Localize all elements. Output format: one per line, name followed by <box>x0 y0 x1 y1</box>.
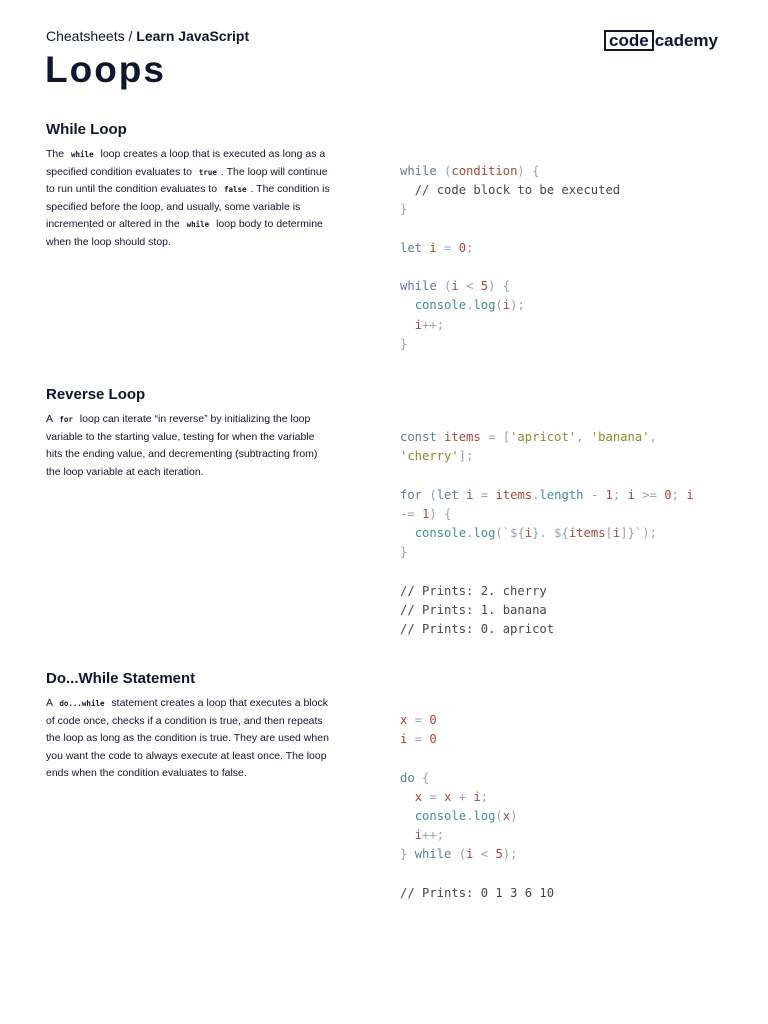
code-line: // Prints: 0. apricot <box>400 622 555 637</box>
section-description: The while loop creates a loop that is executed as long as a specified condition evaluates to true . The loop will continue to run until the condition evaluates to false . The condition is specified before the loop, and usually, some variable is incremented or altered in the while loop body to determine when the loop should stop. <box>46 148 330 248</box>
code-block <box>400 162 740 354</box>
code-line: i++; <box>414 317 445 332</box>
code-line: // Prints: 1. banana <box>400 602 547 617</box>
code-line: do { <box>400 770 430 785</box>
code-line: // Prints: 0 1 3 6 10 <box>400 885 555 900</box>
code-block <box>400 711 740 903</box>
code-line: x = x + i; <box>414 789 489 804</box>
section-description: A for loop can iterate “in reverse” by initializing the loop variable to the starting value, testing for when the variable hits the ending value, and decrementing (subtracting from) the loop variable at each iteration. <box>46 413 318 478</box>
code-line: // code block to be executed <box>414 183 621 198</box>
section-heading: While Loop <box>46 121 127 138</box>
section-heading: Reverse Loop <box>46 386 146 403</box>
code-line: let i = 0; <box>400 240 474 255</box>
inline-code: false <box>223 185 247 194</box>
code-line: } <box>400 202 408 217</box>
section-description: A do...while statement creates a loop that executes a block of code once, checks if a condition is true, and then repeats the loop as long as the condition is true. They are used when you want the code to always execute at least once. The loop ends when the condition evaluates to false. <box>46 697 329 779</box>
breadcrumb-cheatsheets-link[interactable]: Cheatsheets / <box>46 28 133 44</box>
code-line: // Prints: 2. cherry <box>400 583 547 598</box>
inline-code: while <box>71 150 94 159</box>
code-line: console.log(i); <box>414 298 525 313</box>
logo-boxed-text: code <box>604 30 654 51</box>
inline-code: while <box>186 220 210 229</box>
codecademy-logo[interactable] <box>604 30 718 51</box>
breadcrumb <box>46 27 249 45</box>
logo-rest-text: cademy <box>654 31 719 50</box>
section-heading: Do...While Statement <box>46 670 196 687</box>
code-block <box>400 428 740 639</box>
page-title: Loops <box>45 49 166 90</box>
code-line: const items = ['apricot', 'banana', <box>400 430 657 444</box>
code-line: } while (i < 5); <box>400 847 518 862</box>
breadcrumb-current[interactable]: Learn JavaScript <box>136 28 250 44</box>
code-line: } <box>400 336 408 351</box>
code-line: 'cherry']; <box>400 449 474 464</box>
code-line: console.log(x) <box>414 809 518 824</box>
code-line: } <box>400 545 408 560</box>
code-line: console.log(`${i}. ${items[i]}`); <box>414 526 657 541</box>
inline-code: do...while <box>59 699 105 708</box>
code-line: while (condition) { <box>400 164 540 178</box>
code-line: -= 1) { <box>400 506 452 521</box>
code-line: i = 0 <box>400 732 437 747</box>
inline-code: for <box>59 415 73 424</box>
code-line: for (let i = items.length - 1; i >= 0; i <box>400 487 694 502</box>
inline-code: true <box>198 167 217 177</box>
code-line: x = 0 <box>400 713 437 727</box>
code-line: i++; <box>414 828 445 843</box>
code-line: while (i < 5) { <box>400 279 511 294</box>
